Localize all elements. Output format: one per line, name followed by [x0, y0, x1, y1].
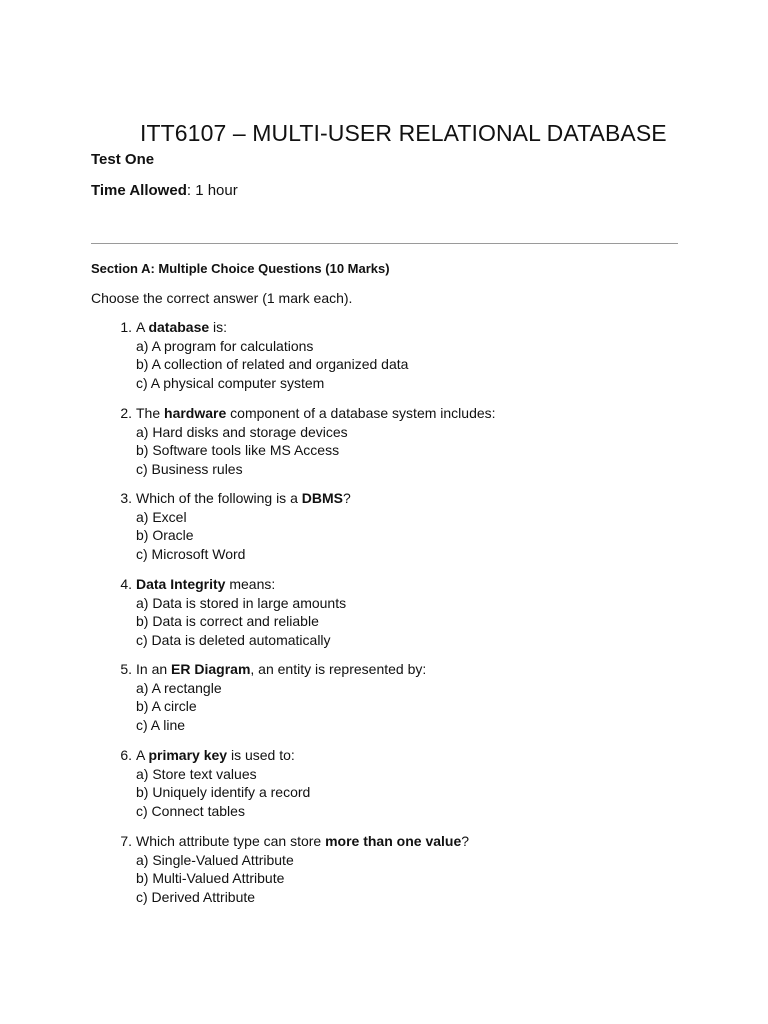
time-allowed-label: Time Allowed: [91, 182, 187, 199]
test-label: Test One: [91, 151, 155, 168]
answer-option-a: a) A program for calculations: [136, 337, 314, 354]
question-stem: [136, 318, 672, 337]
stem-text: Which of the following is a: [136, 490, 302, 506]
question-2: [112, 404, 672, 479]
stem-text: means:: [225, 576, 276, 592]
answer-option-b: b) Oracle: [136, 527, 194, 544]
question-stem: [136, 746, 672, 765]
horizontal-divider: [91, 243, 678, 244]
stem-text: is used to:: [227, 747, 295, 763]
question-number: 7.: [120, 833, 132, 849]
question-number: 5.: [120, 661, 132, 677]
stem-text: The: [136, 405, 165, 421]
question-4: [112, 575, 672, 650]
question-number: 4.: [120, 576, 132, 592]
stem-keyword: database: [148, 319, 210, 335]
answer-option-a: a) Store text values: [136, 765, 257, 782]
section-a-heading: Section A: Multiple Choice Questions (10 Marks): [91, 261, 390, 276]
answer-option-a: a) Hard disks and storage devices: [136, 423, 348, 440]
question-3: [112, 489, 672, 564]
question-number: 3.: [120, 490, 132, 506]
answer-option-a: a) Data is stored in large amounts: [136, 594, 347, 611]
question-stem: [136, 575, 672, 594]
answer-option-c: c) Derived Attribute: [136, 889, 256, 906]
stem-text: ?: [342, 490, 351, 506]
stem-keyword: hardware: [164, 405, 227, 421]
section-a-instructions: Choose the correct answer (1 mark each).: [91, 290, 353, 306]
stem-text: A: [136, 747, 149, 763]
question-7: [112, 832, 672, 907]
time-allowed: [91, 181, 238, 201]
answer-option-c: c) Microsoft Word: [136, 546, 246, 563]
answer-option-a: a) A rectangle: [136, 679, 222, 696]
question-number: 1.: [120, 319, 132, 335]
question-5: [112, 660, 672, 735]
stem-text: Which attribute type can store: [136, 833, 326, 849]
stem-text: , an entity is represented by:: [250, 661, 427, 677]
answer-option-b: b) Multi-Valued Attribute: [136, 870, 285, 887]
answer-option-c: c) Business rules: [136, 461, 243, 478]
stem-text: A: [136, 319, 149, 335]
answer-option-b: b) A collection of related and organized data: [136, 356, 409, 373]
question-number: 2.: [120, 405, 132, 421]
answer-option-c: c) Connect tables: [136, 803, 245, 820]
question-stem: [136, 404, 672, 423]
answer-option-b: b) Data is correct and reliable: [136, 613, 319, 630]
question-stem: [136, 832, 672, 851]
stem-keyword: more than one value: [325, 833, 462, 849]
answer-option-a: a) Single-Valued Attribute: [136, 851, 294, 868]
question-6: [112, 746, 672, 821]
stem-text: In an: [136, 661, 172, 677]
stem-keyword: DBMS: [301, 490, 343, 506]
answer-option-b: b) A circle: [136, 698, 197, 715]
stem-keyword: primary key: [148, 747, 228, 763]
answer-option-b: b) Uniquely identify a record: [136, 784, 311, 801]
answer-option-b: b) Software tools like MS Access: [136, 442, 340, 459]
stem-keyword: Data Integrity: [136, 576, 226, 592]
stem-text: ?: [461, 833, 470, 849]
document-title: ITT6107 – MULTI-USER RELATIONAL DATABASE: [140, 120, 667, 146]
stem-keyword: ER Diagram: [171, 661, 251, 677]
answer-option-c: c) A physical computer system: [136, 375, 325, 392]
answer-option-c: c) A line: [136, 717, 186, 734]
question-stem: [136, 660, 672, 679]
question-number: 6.: [120, 747, 132, 763]
answer-option-c: c) Data is deleted automatically: [136, 632, 331, 649]
stem-text: is:: [209, 319, 228, 335]
answer-option-a: a) Excel: [136, 508, 187, 525]
question-1: [112, 318, 672, 393]
time-allowed-value: : 1 hour: [186, 182, 238, 199]
question-stem: [136, 489, 672, 508]
stem-text: component of a database system includes:: [226, 405, 496, 421]
